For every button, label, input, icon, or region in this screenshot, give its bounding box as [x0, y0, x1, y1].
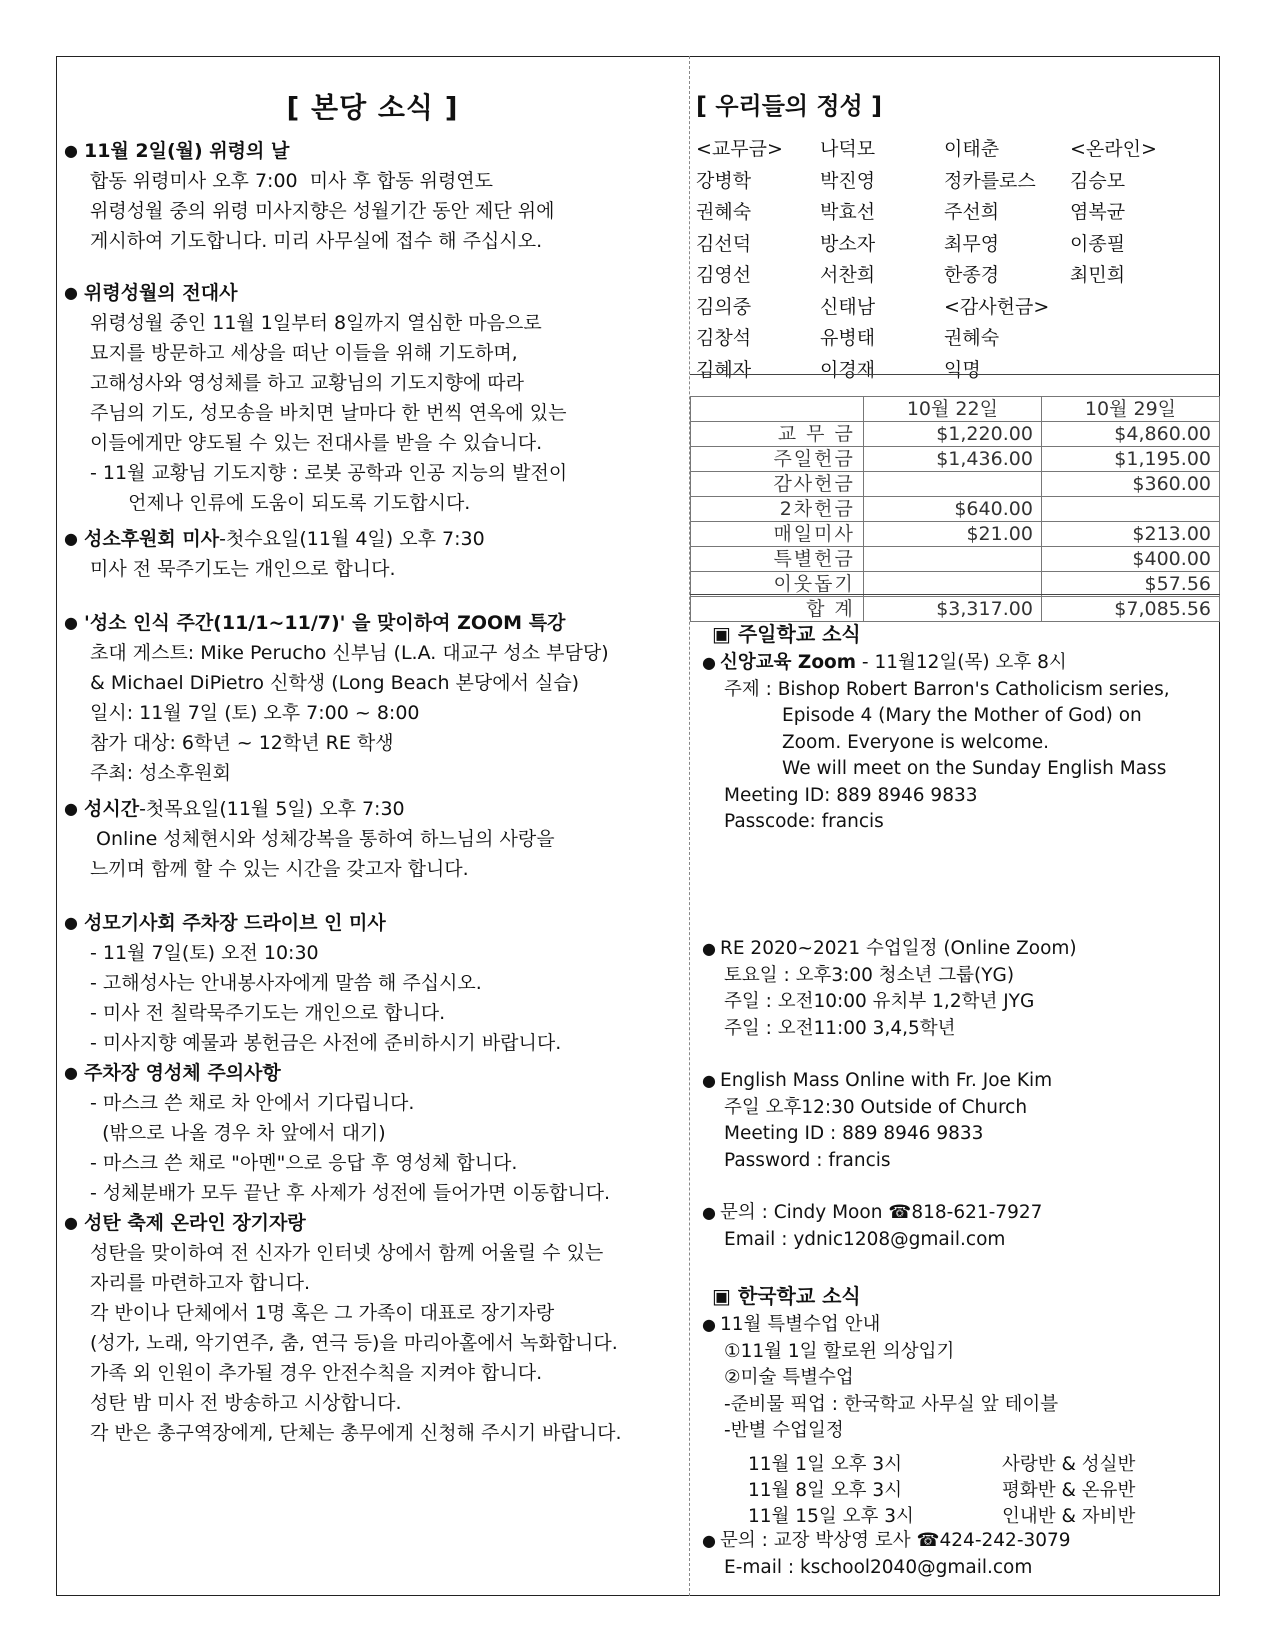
- row-label: 주일헌금: [691, 447, 864, 472]
- news-item-line: 묘지를 방문하고 세상을 떠난 이들을 위해 기도하며,: [90, 342, 518, 364]
- email-line: Email : ydnic1208@gmail.com: [724, 1228, 1006, 1250]
- news-item-line: 느끼며 함께 할 수 있는 시간을 갖고자 합니다.: [90, 858, 469, 880]
- item-line: 주제 : Bishop Robert Barron's Catholicism series,: [724, 678, 1170, 700]
- bullet-icon: ●: [64, 141, 78, 160]
- item-line: Password : francis: [724, 1149, 891, 1171]
- amount-cell: $7,085.56: [1041, 597, 1219, 622]
- amount-cell: $1,220.00: [863, 422, 1041, 447]
- bullet-icon: ●: [702, 939, 716, 958]
- list-item: [702, 1312, 1212, 1445]
- amount-cell: [863, 547, 1041, 572]
- schedule-class: 사랑반 & 성실반: [1002, 1454, 1136, 1475]
- donor-name: <교무금>: [696, 138, 783, 160]
- item-line: Zoom. Everyone is welcome.: [782, 731, 1050, 753]
- news-item-line: - 미사지향 예물과 봉헌금은 사전에 준비하시기 바랍니다.: [90, 1032, 562, 1054]
- divider-line: [690, 594, 1220, 595]
- table-row: [691, 497, 1220, 522]
- news-item: [64, 608, 689, 788]
- donor-name: 익명: [944, 358, 981, 381]
- item-line: -준비물 픽업 : 한국학교 사무실 앞 테이블: [724, 1393, 1059, 1415]
- bullet-icon: ●: [702, 1315, 716, 1334]
- row-label: 매일미사: [691, 522, 864, 547]
- news-item-line: Online 성체현시와 성체강복을 통하여 하느님의 사랑을: [90, 828, 555, 850]
- news-item-line: - 11월 교황님 기도지향 : 로봇 공학과 인공 지능의 발전이: [90, 462, 568, 484]
- table-row: [691, 522, 1220, 547]
- bullet-icon: ●: [702, 1071, 716, 1090]
- contact-line: 문의 : Cindy Moon ☎818-621-7927: [720, 1202, 1043, 1223]
- bullet-icon: ●: [702, 653, 716, 672]
- news-item-line: - 11월 7일(토) 오전 10:30: [90, 942, 319, 964]
- amount-cell: [863, 572, 1041, 597]
- row-label: 교 무 금: [691, 422, 864, 447]
- divider-line: [690, 374, 1220, 375]
- news-item: [64, 908, 689, 1058]
- amount-cell: $213.00: [1041, 522, 1219, 547]
- news-item-line: (밖으로 나올 경우 차 앞에서 대기): [90, 1122, 386, 1144]
- donor-name: 최민희: [1070, 264, 1126, 286]
- schedule-class: 평화반 & 온유반: [1002, 1480, 1136, 1501]
- donor-name: 김선덕: [696, 232, 752, 255]
- donor-name: <감사헌금>: [944, 295, 1050, 318]
- news-item-title: 성시간-첫목요일(11월 5일) 오후 7:30: [84, 798, 405, 820]
- list-item: [702, 1200, 1212, 1253]
- amount-cell: [863, 472, 1041, 497]
- donor-name: 이태춘: [944, 138, 1000, 160]
- news-item-line: - 마스크 쓴 채로 "아멘"으로 응답 후 영성체 합니다.: [90, 1152, 518, 1174]
- news-item: [64, 524, 689, 584]
- news-item-line: 합동 위령미사 오후 7:00 미사 후 합동 위령연도: [90, 170, 494, 192]
- amount-cell: $640.00: [863, 497, 1041, 522]
- news-item-title: '성소 인식 주간(11/1~11/7)' 을 맞이하여 ZOOM 특강: [84, 612, 566, 634]
- news-item-line: 주님의 기도, 성모송을 바치면 날마다 한 번씩 연옥에 있는: [90, 402, 567, 424]
- news-item-line: 성탄 밤 미사 전 방송하고 시상합니다.: [90, 1392, 402, 1414]
- table-row: [691, 547, 1220, 572]
- item-line: 주일 : 오전10:00 유치부 1,2학년 JYG: [724, 991, 1035, 1012]
- bullet-icon: ●: [702, 1203, 716, 1222]
- korean-school-heading: ▣ 한국학교 소식: [712, 1284, 861, 1308]
- news-item-title: 성탄 축제 온라인 장기자랑: [84, 1212, 306, 1234]
- item-title: 신앙교육 Zoom: [720, 652, 857, 673]
- item-detail: - 11월12일(목) 오후 8시: [856, 652, 1067, 673]
- donor-name: 주선희: [944, 201, 1000, 223]
- offerings-title: [ 우리들의 정성 ]: [696, 92, 883, 120]
- donor-name: 최무영: [944, 232, 1000, 255]
- amount-cell: $57.56: [1041, 572, 1219, 597]
- donor-name: 나덕모: [820, 138, 876, 160]
- parish-news-column: [56, 56, 689, 1596]
- amount-cell: $360.00: [1041, 472, 1219, 497]
- offering-totals-table: [690, 396, 1220, 622]
- donor-column: [944, 134, 1049, 386]
- list-item: [702, 1068, 1212, 1174]
- news-item: [64, 1058, 689, 1208]
- news-item: [64, 794, 689, 884]
- donor-column: [820, 134, 875, 386]
- table-row: [691, 422, 1220, 447]
- email-line: E-mail : kschool2040@gmail.com: [724, 1556, 1033, 1578]
- item-line: 토요일 : 오후3:00 청소년 그룹(YG): [724, 964, 1015, 986]
- list-item: [702, 650, 1212, 836]
- news-item-line: 고해성사와 영성체를 하고 교황님의 기도지향에 따라: [90, 372, 524, 394]
- contact-line: 문의 : 교장 박상영 로사 ☎424-242-3079: [720, 1530, 1071, 1551]
- bullet-icon: ●: [64, 913, 78, 932]
- bullet-icon: ●: [64, 283, 78, 302]
- news-item-line: 위령성월 중인 11월 1일부터 8일까지 열심한 마음으로: [90, 312, 542, 334]
- schedule-date: 11월 8일 오후 3시: [748, 1480, 903, 1501]
- news-item: [64, 1208, 689, 1448]
- row-label: 감사헌금: [691, 472, 864, 497]
- column-header: [691, 397, 864, 422]
- schedule-date: 11월 15일 오후 3시: [748, 1506, 914, 1527]
- news-item: [64, 136, 689, 256]
- donor-column: [1070, 134, 1157, 292]
- table-row: [691, 447, 1220, 472]
- row-label: 특별헌금: [691, 547, 864, 572]
- donor-name: 염복균: [1070, 201, 1126, 223]
- list-item: [702, 1528, 1212, 1581]
- bullet-icon: ●: [64, 529, 78, 548]
- news-item-line: - 성체분배가 모두 끝난 후 사제가 성전에 들어가면 이동합니다.: [90, 1182, 611, 1204]
- item-line: 주일 : 오전11:00 3,4,5학년: [724, 1017, 956, 1039]
- news-item-line: 게시하여 기도합니다. 미리 사무실에 접수 해 주십시오.: [90, 230, 543, 252]
- table-header-row: [691, 397, 1220, 422]
- news-item-line: - 미사 전 칠락묵주기도는 개인으로 합니다.: [90, 1002, 446, 1024]
- item-title: RE 2020~2021 수업일정 (Online Zoom): [720, 938, 1077, 959]
- donor-name: 박효선: [820, 201, 876, 223]
- news-item: [64, 278, 689, 518]
- donor-name: 권혜숙: [944, 327, 1000, 349]
- news-item-line: 초대 게스트: Mike Perucho 신부님 (L.A. 대교구 성소 부담당): [90, 642, 609, 664]
- news-item-title: 성모기사회 주차장 드라이브 인 미사: [84, 912, 386, 934]
- item-line: We will meet on the Sunday English Mass: [782, 758, 1167, 779]
- parish-news-title: [ 본당 소식 ]: [286, 91, 459, 124]
- donor-name: 김의중: [696, 295, 752, 318]
- row-label: 2차헌금: [691, 497, 864, 522]
- item-line: -반별 수업일정: [724, 1420, 844, 1441]
- news-item-title: 성소후원회 미사-첫수요일(11월 4일) 오후 7:30: [84, 528, 485, 550]
- row-label: 이웃돕기: [691, 572, 864, 597]
- amount-cell: $400.00: [1041, 547, 1219, 572]
- bullet-icon: ●: [64, 613, 78, 632]
- donor-name: 김혜자: [696, 358, 752, 381]
- news-item-line: 참가 대상: 6학년 ~ 12학년 RE 학생: [90, 732, 394, 754]
- donor-name: 박진영: [820, 169, 876, 192]
- donor-name: 김창석: [696, 327, 752, 349]
- amount-cell: $4,860.00: [1041, 422, 1219, 447]
- news-item-line: 위령성월 중의 위령 미사지향은 성월기간 동안 제단 위에: [90, 200, 555, 222]
- donor-name: 권혜숙: [696, 201, 752, 223]
- list-item: [702, 936, 1212, 1042]
- donor-name: 이경재: [820, 358, 876, 381]
- table-row: [691, 572, 1220, 597]
- news-item-line: 이들에게만 양도될 수 있는 전대사를 받을 수 있습니다.: [90, 432, 543, 454]
- column-header: 10월 29일: [1041, 397, 1219, 422]
- schedule-date: 11월 1일 오후 3시: [748, 1454, 903, 1475]
- news-item-line: - 고해성사는 안내봉사자에게 말씀 해 주십시오.: [90, 972, 482, 994]
- donor-name: 서찬희: [820, 264, 876, 286]
- news-item-line: 언제나 인류에 도움이 되도록 기도합시다.: [110, 492, 471, 514]
- bullet-icon: ●: [64, 1063, 78, 1082]
- news-item-line: 주최: 성소후원회: [90, 762, 231, 784]
- bullet-icon: ●: [702, 1531, 716, 1550]
- item-line: Episode 4 (Mary the Mother of God) on: [782, 705, 1142, 726]
- item-line: ②미술 특별수업: [724, 1367, 854, 1388]
- bullet-icon: ●: [64, 1213, 78, 1232]
- table-row: [691, 472, 1220, 497]
- bullet-icon: ●: [64, 799, 78, 818]
- amount-cell: $1,195.00: [1041, 447, 1219, 472]
- item-title: 11월 특별수업 안내: [720, 1314, 881, 1335]
- row-label: 합 계: [691, 597, 864, 622]
- news-item-line: 각 반은 총구역장에게, 단체는 총무에게 신청해 주시기 바랍니다.: [90, 1422, 622, 1444]
- donor-name: 신태남: [820, 295, 876, 318]
- news-item-line: 가족 외 인원이 추가될 경우 안전수칙을 지켜야 합니다.: [90, 1362, 543, 1384]
- news-item-title: 주차장 영성체 주의사항: [84, 1062, 281, 1084]
- item-line: Passcode: francis: [724, 811, 884, 832]
- news-item-line: & Michael DiPietro 신학생 (Long Beach 본당에서 실습): [90, 672, 580, 694]
- donor-name: 김영선: [696, 264, 752, 286]
- donor-name: 김승모: [1070, 169, 1126, 192]
- news-item-title: 11월 2일(월) 위령의 날: [84, 140, 290, 162]
- donor-name: 이종필: [1070, 232, 1126, 255]
- amount-cell: $21.00: [863, 522, 1041, 547]
- donor-name: 정카를로스: [944, 169, 1036, 192]
- item-line: Meeting ID : 889 8946 9833: [724, 1123, 984, 1144]
- donor-name: 한종경: [944, 264, 1000, 286]
- news-item-line: (성가, 노래, 악기연주, 춤, 연극 등)을 마리아홀에서 녹화합니다.: [90, 1332, 618, 1354]
- column-header: 10월 22일: [863, 397, 1041, 422]
- item-title: English Mass Online with Fr. Joe Kim: [720, 1070, 1053, 1091]
- donor-name: 유병태: [820, 327, 876, 349]
- donor-name: <온라인>: [1070, 138, 1157, 160]
- news-item-line: 일시: 11월 7일 (토) 오후 7:00 ~ 8:00: [90, 702, 420, 724]
- news-item-line: 미사 전 묵주기도는 개인으로 합니다.: [90, 558, 396, 580]
- sunday-school-heading: ▣ 주일학교 소식: [712, 622, 861, 646]
- donor-name: 방소자: [820, 232, 876, 255]
- donor-column: [696, 134, 783, 386]
- offerings-column: [690, 56, 1220, 1596]
- amount-cell: $1,436.00: [863, 447, 1041, 472]
- schedule-class: 인내반 & 자비반: [1002, 1506, 1136, 1527]
- news-item-line: - 마스크 쓴 채로 차 안에서 기다립니다.: [90, 1092, 415, 1114]
- news-item-line: 각 반이나 단체에서 1명 혹은 그 가족이 대표로 장기자랑: [90, 1302, 555, 1324]
- news-item-title: 위령성월의 전대사: [84, 282, 238, 304]
- item-line: ①11월 1일 할로윈 의상입기: [724, 1340, 955, 1362]
- amount-cell: [1041, 497, 1219, 522]
- donor-name: 강병학: [696, 169, 752, 192]
- item-line: 주일 오후12:30 Outside of Church: [724, 1096, 1028, 1118]
- amount-cell: $3,317.00: [863, 597, 1041, 622]
- news-item-line: 성탄을 맞이하여 전 신자가 인터넷 상에서 함께 어울릴 수 있는: [90, 1242, 604, 1264]
- news-item-line: 자리를 마련하고자 합니다.: [90, 1272, 311, 1294]
- item-line: Meeting ID: 889 8946 9833: [724, 784, 978, 806]
